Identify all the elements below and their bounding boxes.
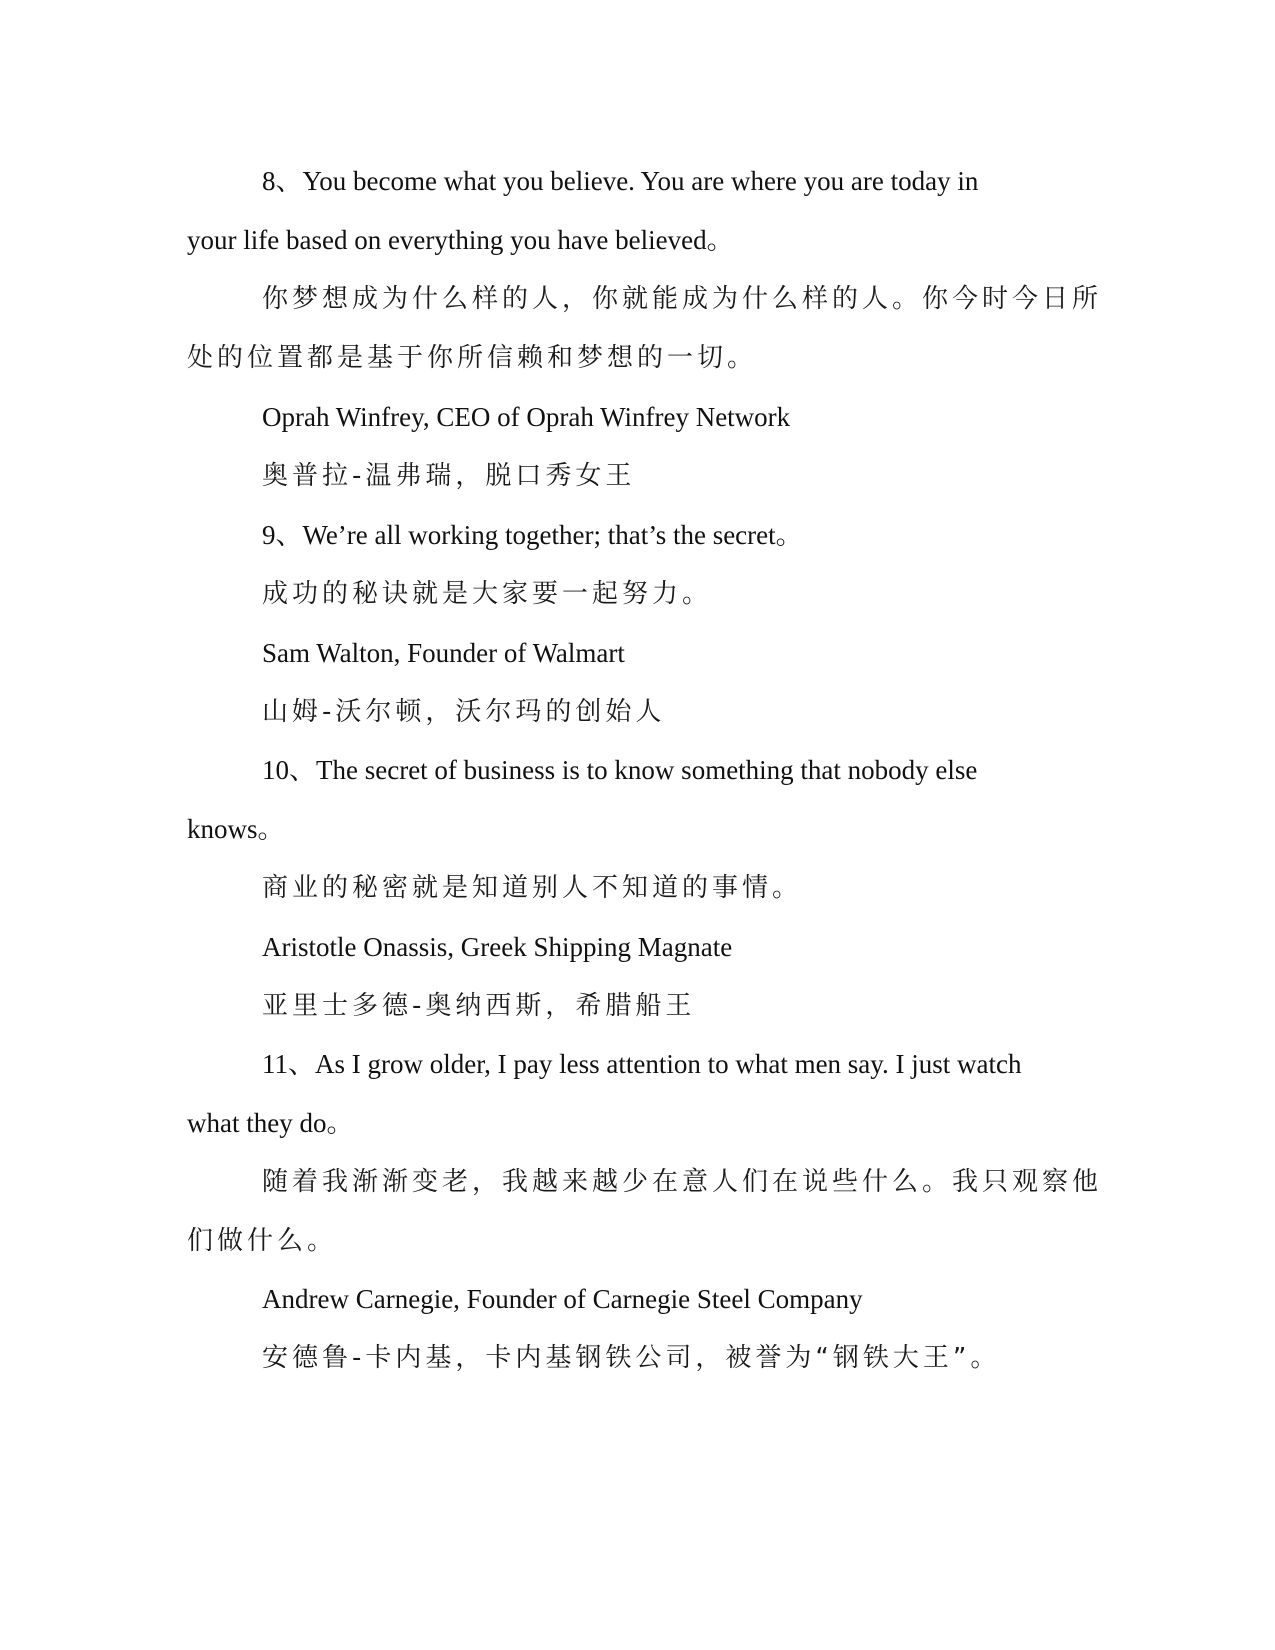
quote-10-english-line-1: 10、The secret of business is to know something that nobody else <box>262 755 978 785</box>
quote-11-english-line-2: what they do。 <box>187 1108 354 1138</box>
quote-11-chinese-line-1: 随着我渐渐变老，我越来越少在意人们在说些什么。我只观察他 <box>262 1167 1103 1197</box>
quote-10-english-line-2: knows。 <box>187 814 285 844</box>
quote-8-chinese-line-2: 处的位置都是基于你所信赖和梦想的一切。 <box>187 343 758 373</box>
quote-8-english-line-1: 8、You become what you believe. You are where you are today in <box>262 166 979 196</box>
quote-8-chinese-line-1: 你梦想成为什么样的人，你就能成为什么样的人。你今时今日所 <box>262 284 1103 314</box>
quote-8-english-line-2: your life based on everything you have believed。 <box>187 225 734 255</box>
quote-8-author-english: Oprah Winfrey, CEO of Oprah Winfrey Network <box>262 402 791 432</box>
quote-11-author-english: Andrew Carnegie, Founder of Carnegie Steel Company <box>262 1284 863 1314</box>
quote-9-english-line-1: 9、We’re all working together; that’s the secret。 <box>262 520 803 550</box>
quote-10-author-english: Aristotle Onassis, Greek Shipping Magnate <box>262 932 733 962</box>
quote-11-author-chinese: 安德鲁-卡内基，卡内基钢铁公司，被誉为“钢铁大王”。 <box>262 1343 1001 1373</box>
quote-9-author-english: Sam Walton, Founder of Walmart <box>262 638 625 668</box>
quote-11-chinese-line-2: 们做什么。 <box>187 1226 338 1256</box>
quote-10-chinese-line-1: 商业的秘密就是知道别人不知道的事情。 <box>262 873 803 903</box>
quote-8-author-chinese: 奥普拉-温弗瑞，脱口秀女王 <box>262 461 636 491</box>
quote-11-english-line-1: 11、As I grow older, I pay less attention to what men say. I just watch <box>262 1049 1022 1079</box>
quote-9-chinese-line-1: 成功的秘诀就是大家要一起努力。 <box>262 579 713 609</box>
quote-10-author-chinese: 亚里士多德-奥纳西斯，希腊船王 <box>262 991 696 1021</box>
quote-9-author-chinese: 山姆-沃尔顿，沃尔玛的创始人 <box>262 697 666 727</box>
